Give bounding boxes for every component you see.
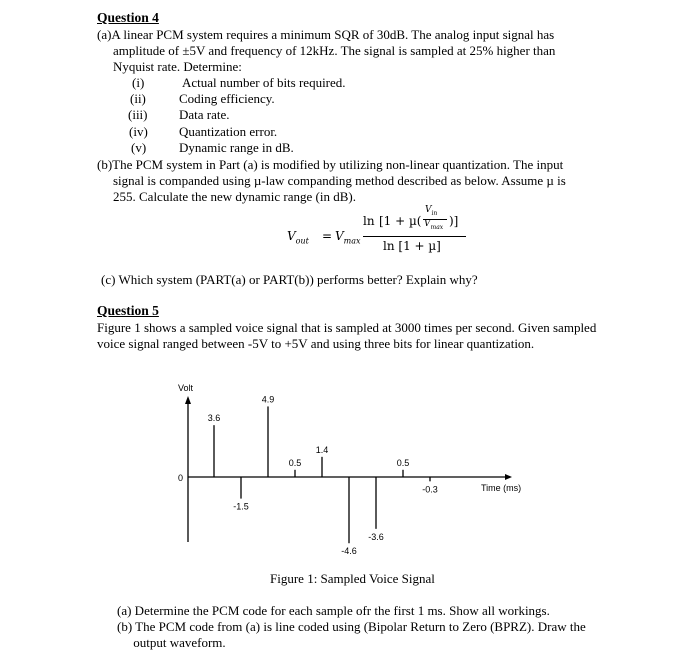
q4b-line-1: (b)The PCM system in Part (a) is modified by utilizing non-linear quantization. The input [97,157,564,172]
formula-frac-top: $V_{in}$ [425,205,438,217]
formula-frac-bot: $V_{max}$ [424,219,444,231]
chart-y-label: Volt [178,383,194,393]
q4-item-num-2: (ii) [130,91,146,106]
q5-intro-line-2: voice signal ranged between -5V to +5V and using three bits for linear quantization. [97,336,535,351]
q5-part-a: (a) Determine the PCM code for each sample ofr the first 1 ms. Show all workings. [117,603,550,618]
chart-x-label: Time (ms) [481,483,522,493]
q4b-line-3: 255. Calculate the new dynamic range (in dB). [113,189,356,204]
formula-denominator: ln [1 + µ] [383,239,441,253]
q5-part-b-line-2: output waveform. [117,635,226,650]
q5-intro-line-1: Figure 1 shows a sampled voice signal that is sampled at 3000 times per second. Given sampled [97,320,597,335]
sample-label-8: 0.5 [396,457,410,468]
y-axis-arrow [185,396,191,404]
q4-item-num-1: (i) [132,75,145,90]
q4-item-num-5: (v) [131,140,147,155]
sample-label-2: -1.5 [233,501,249,512]
q4-item-text-3: Data rate. [179,107,230,122]
q4a-line-2: amplitude of ±5V and frequency of 12kHz. The signal is sampled at 25% higher than [113,43,556,58]
q5-part-b-line-1: (b) The PCM code from (a) is line coded using (Bipolar Return to Zero (BPRZ). Draw the [117,619,586,634]
q4-item-text-2: Coding efficiency. [179,91,275,106]
sample-label-5: 1.4 [315,444,329,455]
sample-label-9: -0.3 [422,484,438,495]
sample-label-7: -3.6 [368,531,384,542]
q4a-line-1: (a)A linear PCM system requires a minimum SQR of 30dB. The analog input signal has [97,27,555,42]
q4b-line-2: signal is companded using µ-law companding method described as below. Assume µ is [113,173,566,188]
q4-item-text-4: Quantization error. [179,124,278,139]
q4-item-text-5: Dynamic range in dB. [179,140,294,155]
q4c-text: (c) Which system (PART(a) or PART(b)) performs better? Explain why? [101,272,478,287]
formula-eq: = [322,229,333,243]
origin-label: 0 [178,473,184,483]
sample-label-6: -4.6 [341,546,357,557]
sample-label-1: 3.6 [207,413,221,424]
q4a-line-3: Nyquist rate. Determine: [113,59,242,74]
x-axis-arrow [505,474,512,480]
q4-item-text-1: Actual number of bits required. [182,75,346,90]
formula-vmax: $V_{max}$ [335,229,361,246]
q4-heading: Question 4 [97,10,159,25]
formula-num-ln: ln [363,214,375,228]
formula-num-close: )] [449,214,459,228]
sample-label-4: 0.5 [288,457,302,468]
sample-label-3: 4.9 [261,394,275,405]
formula-num-open: [1 + µ( [379,214,422,228]
q4-item-num-4: (iv) [129,124,148,139]
q5-heading: Question 5 [97,303,159,318]
formula-lhs: $V_{out}$ [287,229,309,246]
q4-item-num-3: (iii) [128,107,148,122]
figure-caption: Figure 1: Sampled Voice Signal [270,571,435,586]
